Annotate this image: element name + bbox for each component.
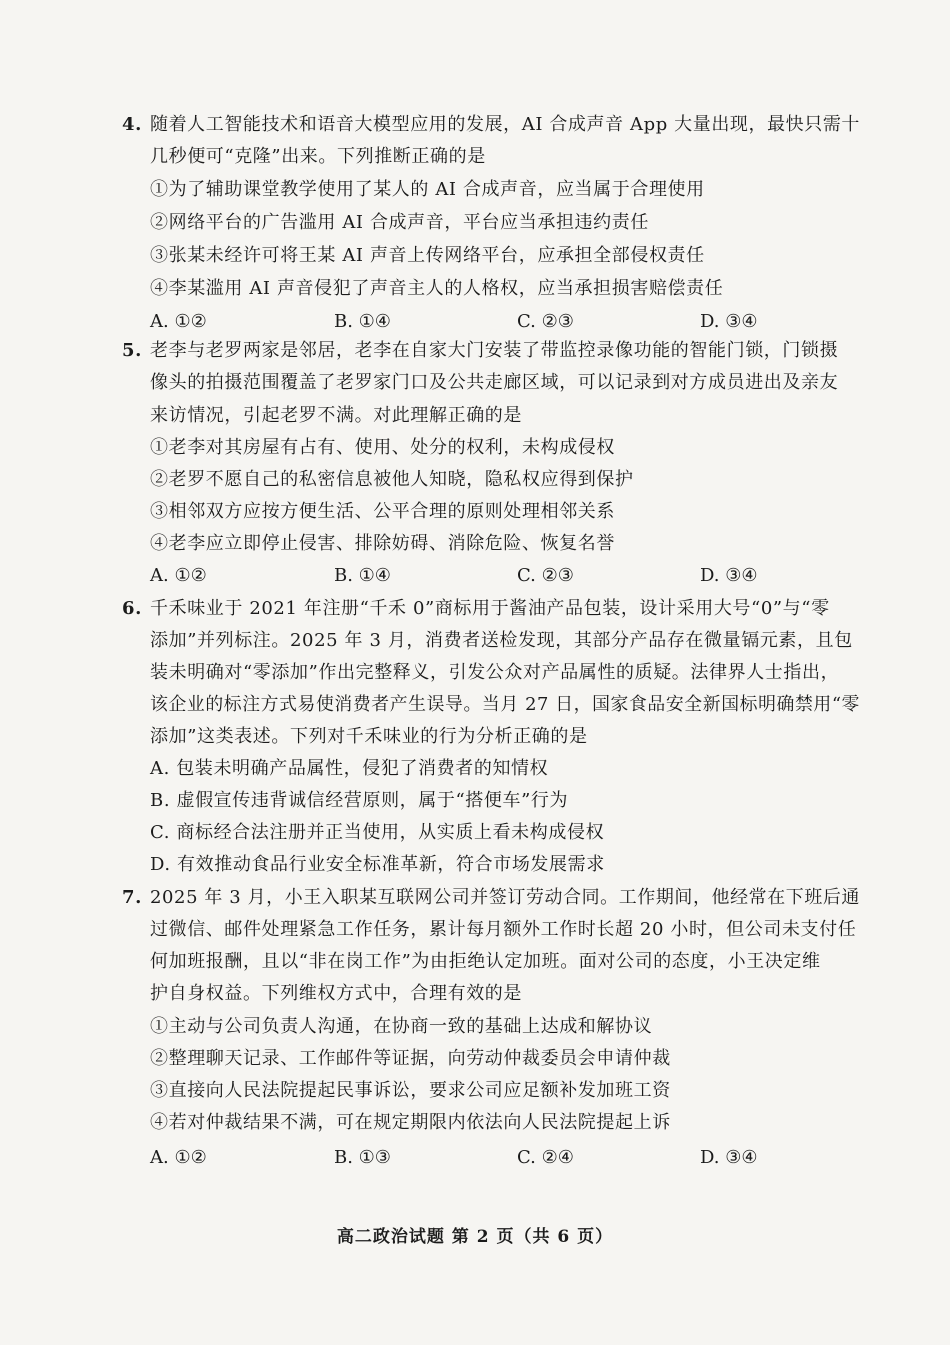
statement: ①老李对其房屋有占有、使用、处分的权利，未构成侵权 <box>150 437 615 458</box>
statement: ③张某未经许可将王某 AI 声音上传网络平台，应承担全部侵权责任 <box>150 245 705 266</box>
question-stem-line: 老李与老罗两家是邻居，老李在自家大门安装了带监控录像功能的智能门锁，门锁摄 <box>150 340 839 361</box>
statement: ①为了辅助课堂教学使用了某人的 AI 合成声音，应当属于合理使用 <box>150 179 705 200</box>
choice-b: B. ①③ <box>334 1147 391 1168</box>
statement: ②老罗不愿自己的私密信息被他人知晓，隐私权应得到保护 <box>150 469 634 490</box>
choice-d: D. ③④ <box>700 311 758 332</box>
question-number: 6. <box>122 598 142 619</box>
choice-a: A. ①② <box>150 565 207 586</box>
statement: ④老李应立即停止侵害、排除妨碍、消除危险、恢复名誉 <box>150 533 615 554</box>
question-stem-line: 护自身权益。下列维权方式中，合理有效的是 <box>150 983 522 1004</box>
choice-b: B. ①④ <box>334 311 391 332</box>
choice-c: C. ②③ <box>517 311 574 332</box>
choice-d: D. ③④ <box>700 1147 758 1168</box>
choice-b: B. ①④ <box>334 565 391 586</box>
choice-d: D. ③④ <box>700 565 758 586</box>
option-a: A. 包装未明确产品属性，侵犯了消费者的知情权 <box>150 758 549 779</box>
choice-c: C. ②④ <box>517 1147 574 1168</box>
question-number: 4. <box>122 114 142 135</box>
statement: ②网络平台的广告滥用 AI 合成声音，平台应当承担违约责任 <box>150 212 649 233</box>
option-b: B. 虚假宣传违背诚信经营原则，属于“搭便车”行为 <box>150 790 569 811</box>
question-number: 7. <box>122 887 142 908</box>
question-stem-line: 随着人工智能技术和语音大模型应用的发展，AI 合成声音 App 大量出现，最快只需十 <box>150 114 861 135</box>
page-footer: 高二政治试题 第 2 页（共 6 页） <box>336 1227 614 1247</box>
question-stem-line: 2025 年 3 月，小王入职某互联网公司并签订劳动合同。工作期间，他经常在下班后通 <box>150 887 860 908</box>
option-d: D. 有效推动食品行业安全标准革新，符合市场发展需求 <box>150 854 605 875</box>
choice-a: A. ①② <box>150 311 207 332</box>
question-stem-line: 何加班报酬，且以“非在岗工作”为由拒绝认定加班。面对公司的态度，小王决定维 <box>150 951 821 972</box>
question-stem-line: 过微信、邮件处理紧急工作任务，累计每月额外工作时长超 20 小时，但公司未支付任 <box>150 919 857 940</box>
question-stem-line: 来访情况，引起老罗不满。对此理解正确的是 <box>150 405 522 426</box>
statement: ④李某滥用 AI 声音侵犯了声音主人的人格权，应当承担损害赔偿责任 <box>150 278 724 299</box>
statement: ②整理聊天记录、工作邮件等证据，向劳动仲裁委员会申请仲裁 <box>150 1048 671 1069</box>
statement: ④若对仲裁结果不满，可在规定期限内依法向人民法院提起上诉 <box>150 1112 671 1133</box>
question-number: 5. <box>122 340 142 361</box>
question-stem-line: 几秒便可“克隆”出来。下列推断正确的是 <box>150 146 486 167</box>
question-stem-line: 添加”并列标注。2025 年 3 月，消费者送检发现，其部分产品存在微量镉元素，且包 <box>150 630 853 651</box>
statement: ③相邻双方应按方便生活、公平合理的原则处理相邻关系 <box>150 501 615 522</box>
option-c: C. 商标经合法注册并正当使用，从实质上看未构成侵权 <box>150 822 605 843</box>
question-stem-line: 像头的拍摄范围覆盖了老罗家门口及公共走廊区域，可以记录到对方成员进出及亲友 <box>150 372 839 393</box>
question-stem-line: 装未明确对“零添加”作出完整释义，引发公众对产品属性的质疑。法律界人士指出， <box>150 662 840 683</box>
question-stem-line: 千禾味业于 2021 年注册“千禾 0”商标用于酱油产品包装，设计采用大号“0”与“零 <box>150 598 830 619</box>
statement: ①主动与公司负责人沟通，在协商一致的基础上达成和解协议 <box>150 1016 653 1037</box>
question-stem-line: 该企业的标注方式易使消费者产生误导。当月 27 日，国家食品安全新国标明确禁用“零 <box>150 694 860 715</box>
statement: ③直接向人民法院提起民事诉讼，要求公司应足额补发加班工资 <box>150 1080 671 1101</box>
choice-a: A. ①② <box>150 1147 207 1168</box>
question-stem-line: 添加”这类表述。下列对千禾味业的行为分析正确的是 <box>150 726 588 747</box>
choice-c: C. ②③ <box>517 565 574 586</box>
